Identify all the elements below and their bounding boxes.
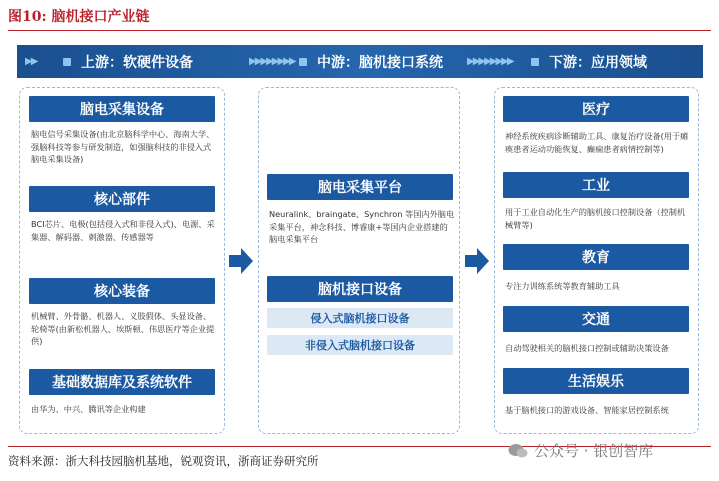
banner-midstream-label: 中游：脑机接口系统	[317, 54, 443, 71]
downstream-header-industry: 工业	[503, 172, 689, 198]
banner-arrow-icon: ▶▶▶▶▶▶▶▶	[467, 56, 513, 67]
upstream-header-eeg: 脑电采集设备	[29, 96, 215, 122]
wechat-icon	[508, 443, 528, 459]
downstream-desc-medical: 神经系统疾病诊断辅助工具、康复治疗设备(用于瘫痪患者运动功能恢复、癫痫患者病情控制等)	[505, 131, 689, 154]
banner-downstream	[531, 45, 647, 78]
upstream-column	[19, 87, 225, 434]
upstream-header-core-equipment: 核心装备	[29, 278, 215, 304]
downstream-header-education: 教育	[503, 244, 689, 270]
watermark-text: 公众号 · 银创智库	[534, 442, 654, 460]
figure-title: 图10: 脑机接口产业链	[8, 9, 150, 25]
downstream-header-medical: 医疗	[503, 96, 689, 122]
upstream-desc-core-equipment: 机械臂、外骨骼、机器人、义肢假体、头显设备、轮椅等(由新松机器人、埃斯顿、伟思医疗等企业提供)	[31, 311, 215, 346]
downstream-desc-industry: 用于工业自动化生产的脑机接口控制设备（控制机械臂等)	[505, 207, 686, 230]
midstream-desc-platform: Neuralink、braingate、Synchron 等国内外脑电采集平台，神念科技、博睿康+等国内企业搭建的脑电采集平台	[269, 209, 455, 244]
banner-midstream	[299, 45, 443, 78]
source-note: 资料来源：浙大科技园脑机基地，锐观资讯，浙商证券研究所	[8, 454, 319, 468]
downstream-desc-transport: 自动驾驶相关的脑机接口控制或辅助决策设备	[505, 343, 669, 353]
banner-upstream-label: 上游：软硬件设备	[81, 54, 193, 71]
flow-arrow-icon	[229, 248, 253, 274]
downstream-header-lifestyle: 生活娱乐	[503, 368, 689, 394]
downstream-desc-lifestyle: 基于脑机接口的游戏设备、智能家居控制系统	[505, 405, 669, 415]
midstream-header-platform: 脑电采集平台	[267, 174, 453, 200]
stage-banner	[17, 45, 703, 78]
upstream-desc-database: 由华为、中兴、腾讯等企业构建	[31, 404, 146, 414]
downstream-desc-education: 专注力训练系统等教育辅助工具	[505, 281, 620, 291]
banner-downstream-label: 下游：应用领域	[549, 54, 647, 71]
square-bullet-icon	[63, 58, 71, 66]
upstream-desc-eeg: 脑电信号采集设备(由北京脑科学中心、海南大学、强脑科技等参与研发制造，如强脑科技的非侵入式脑电采集设备)	[31, 129, 215, 164]
midstream-item-invasive: 侵入式脑机接口设备	[267, 308, 453, 328]
watermark	[508, 440, 653, 461]
midstream-header-device: 脑机接口设备	[267, 276, 453, 302]
downstream-header-transport: 交通	[503, 306, 689, 332]
banner-arrow-icon: ▶▶	[25, 56, 37, 67]
midstream-item-noninvasive: 非侵入式脑机接口设备	[267, 335, 453, 355]
upstream-desc-core-parts: BCI芯片、电极(包括侵入式和非侵入式)、电源、采集器、解码器、刺激器、传感器等	[31, 219, 215, 242]
banner-upstream	[63, 45, 193, 78]
upstream-header-core-parts: 核心部件	[29, 186, 215, 212]
square-bullet-icon	[531, 58, 539, 66]
flow-arrow-icon	[465, 248, 489, 274]
midstream-column	[258, 87, 460, 434]
banner-arrow-icon: ▶▶▶▶▶▶▶▶	[249, 56, 295, 67]
square-bullet-icon	[299, 58, 307, 66]
title-divider	[8, 30, 711, 31]
upstream-header-database: 基础数据库及系统软件	[29, 369, 215, 395]
downstream-column	[494, 87, 699, 434]
